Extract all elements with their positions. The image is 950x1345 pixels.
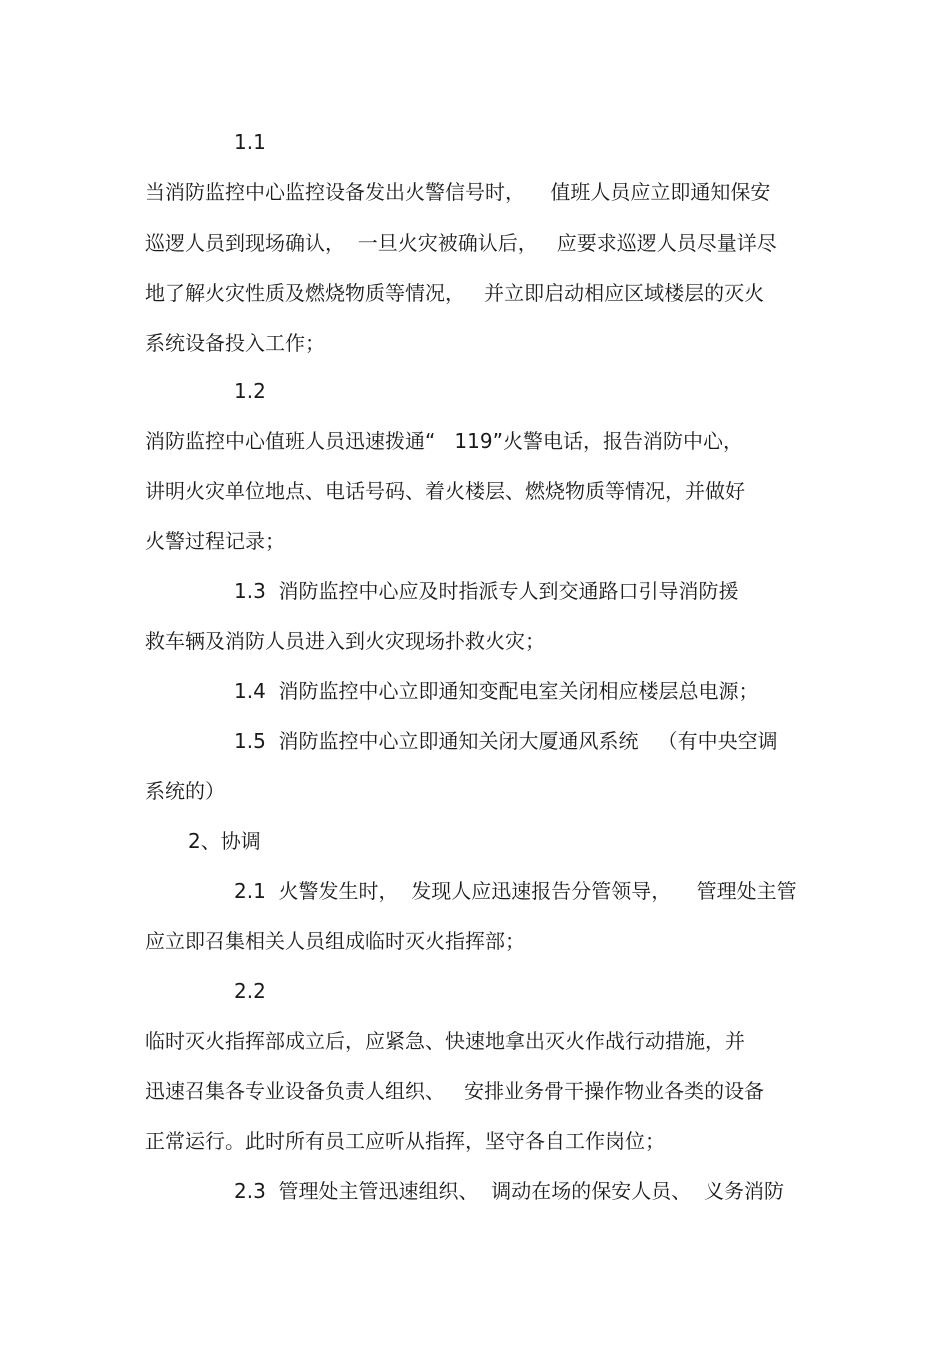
- section-heading-2-2: 2.2: [234, 979, 266, 1003]
- paragraph-line: 救车辆及消防人员进入到火灾现场扑救火灾；: [145, 629, 545, 653]
- section-1-3-line: 1.3 消防监控中心应及时指派专人到交通路口引导消防援: [234, 579, 739, 603]
- section-heading-2: 2、协调: [188, 829, 261, 853]
- section-heading-1-2: 1.2: [234, 379, 266, 403]
- paragraph-line: 迅速召集各专业设备负责人组织、 安排业务骨干操作物业各类的设备: [145, 1079, 765, 1103]
- paragraph-line: 临时灭火指挥部成立后，应紧急、快速地拿出灭火作战行动措施，并: [145, 1029, 745, 1053]
- paragraph-line: 系统设备投入工作；: [145, 331, 325, 355]
- section-1-5-line: 1.5 消防监控中心立即通知关闭大厦通风系统 （有中央空调: [234, 729, 778, 753]
- paragraph-line: 当消防监控中心监控设备发出火警信号时， 值班人员应立即通知保安: [145, 180, 771, 204]
- paragraph-line: 讲明火灾单位地点、电话号码、着火楼层、燃烧物质等情况，并做好: [145, 479, 745, 503]
- section-2-3-line: 2.3 管理处主管迅速组织、 调动在场的保安人员、 义务消防: [234, 1179, 784, 1203]
- paragraph-line: 消防监控中心值班人员迅速拨通“ 119”火警电话，报告消防中心，: [145, 429, 743, 453]
- paragraph-line: 应立即召集相关人员组成临时灭火指挥部；: [145, 929, 525, 953]
- section-2-1-line: 2.1 火警发生时， 发现人应迅速报告分管领导， 管理处主管: [234, 879, 797, 903]
- paragraph-line: 巡逻人员到现场确认， 一旦火灾被确认后， 应要求巡逻人员尽量详尽: [145, 231, 777, 255]
- paragraph-line: 系统的）: [145, 779, 225, 803]
- paragraph-line: 正常运行。此时所有员工应听从指挥，坚守各自工作岗位；: [145, 1129, 665, 1153]
- paragraph-line: 地了解火灾性质及燃烧物质等情况， 并立即启动相应区域楼层的灭火: [145, 281, 765, 305]
- section-heading-1-1: 1.1: [234, 130, 266, 154]
- paragraph-line: 火警过程记录；: [145, 529, 285, 553]
- section-1-4-line: 1.4 消防监控中心立即通知变配电室关闭相应楼层总电源；: [234, 679, 759, 703]
